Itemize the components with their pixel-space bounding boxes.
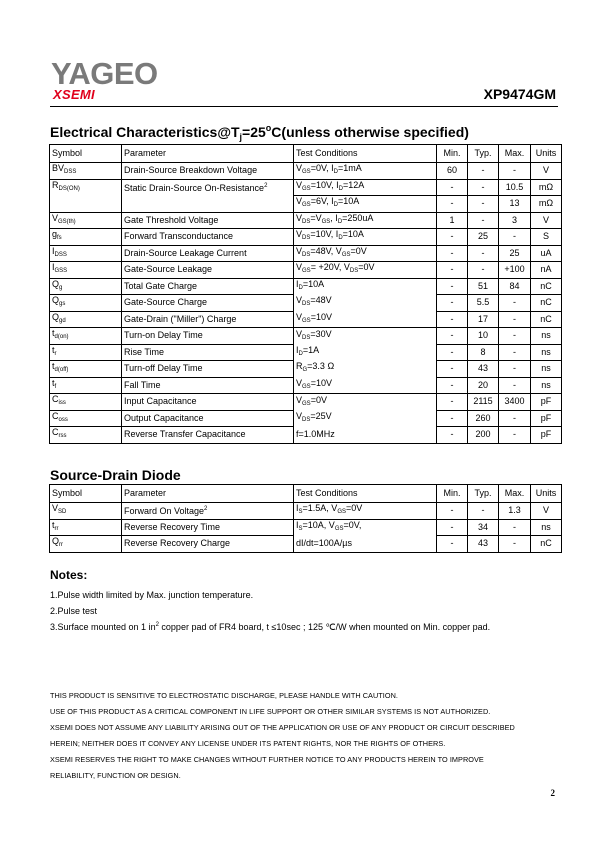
table-header-row bbox=[50, 145, 562, 163]
typ-cell: - bbox=[468, 262, 499, 279]
parameter-cell: Drain-Source Leakage Current bbox=[122, 245, 294, 262]
unit-cell: ns bbox=[531, 344, 562, 361]
condition-cell: $I_D=10A$ bbox=[294, 278, 437, 295]
typ-cell: 5.5 bbox=[468, 295, 499, 312]
condition-cell: $V_{DS}=25V$ bbox=[294, 410, 437, 427]
unit-cell: nA bbox=[531, 262, 562, 279]
electrical-characteristics-title: Electrical $Characteristics@T_j=25^oC(unless$ otherwise specified) bbox=[50, 123, 469, 142]
notes-title: Notes: bbox=[50, 568, 88, 582]
parameter-cell: Static Drain-Source On-Resistance$^2$ bbox=[122, 179, 294, 196]
table-row bbox=[50, 344, 562, 361]
min-cell: - bbox=[437, 519, 468, 536]
logo-xsemi-text: XSEMI bbox=[53, 87, 95, 102]
symbol-cell: $t_{d(on)}$ bbox=[50, 328, 122, 345]
disclaimer-line: XSEMI RESERVES THE RIGHT TO MAKE CHANGES WITHOUT FURTHER NOTICE TO ANY PRODUCTS HEREIN TO IMPROVE bbox=[50, 755, 484, 764]
parameter-cell: Gate Threshold Voltage bbox=[122, 212, 294, 229]
min-cell: - bbox=[437, 410, 468, 427]
min-cell: - bbox=[437, 503, 468, 520]
table-row bbox=[50, 179, 562, 196]
unit-cell: ns bbox=[531, 328, 562, 345]
table-row bbox=[50, 361, 562, 378]
unit-cell: V bbox=[531, 503, 562, 520]
max-cell: - bbox=[499, 410, 531, 427]
parameter-cell: Reverse Transfer Capacitance bbox=[122, 427, 294, 444]
column-header: Test Conditions bbox=[294, 145, 437, 163]
max-cell: +100 bbox=[499, 262, 531, 279]
condition-cell: $V_{GS}=10V$ bbox=[294, 311, 437, 328]
page-number: 2 bbox=[550, 788, 555, 798]
min-cell: - bbox=[437, 361, 468, 378]
disclaimer-line: XSEMI DOES NOT ASSUME ANY LIABILITY ARISING OUT OF THE APPLICATION OR USE OF ANY PRODUCT OR CIRCUIT DESCRIBED bbox=[50, 723, 515, 732]
unit-cell: ns bbox=[531, 377, 562, 394]
min-cell: - bbox=[437, 328, 468, 345]
parameter-cell: Fall Time bbox=[122, 377, 294, 394]
table-row bbox=[50, 196, 562, 213]
typ-cell: 2115 bbox=[468, 394, 499, 411]
max-cell: - bbox=[499, 361, 531, 378]
min-cell: - bbox=[437, 278, 468, 295]
condition-cell: $V_{GS}=0V$ bbox=[294, 394, 437, 411]
symbol-cell: $I_{DSS}$ bbox=[50, 245, 122, 262]
symbol-cell: $BV_{DSS}$ bbox=[50, 163, 122, 180]
max-cell: - bbox=[499, 328, 531, 345]
symbol-cell: $t_f$ bbox=[50, 377, 122, 394]
typ-cell: - bbox=[468, 196, 499, 213]
min-cell: - bbox=[437, 262, 468, 279]
condition-cell: $V_{DS}=30V$ bbox=[294, 328, 437, 345]
parameter-cell: Turn-off Delay Time bbox=[122, 361, 294, 378]
symbol-cell: $t_{d(off)}$ bbox=[50, 361, 122, 378]
min-cell: - bbox=[437, 344, 468, 361]
parameter-cell: Total Gate Charge bbox=[122, 278, 294, 295]
typ-cell: 20 bbox=[468, 377, 499, 394]
table-row bbox=[50, 163, 562, 180]
symbol-cell bbox=[50, 196, 122, 213]
condition-cell: $V_{GS}=10V$ bbox=[294, 377, 437, 394]
unit-cell: nC bbox=[531, 311, 562, 328]
table-row bbox=[50, 229, 562, 246]
max-cell: - bbox=[499, 295, 531, 312]
condition-cell: $I_D=1A$ bbox=[294, 344, 437, 361]
min-cell: - bbox=[437, 377, 468, 394]
typ-cell: - bbox=[468, 179, 499, 196]
unit-cell: V bbox=[531, 212, 562, 229]
max-cell: 1.3 bbox=[499, 503, 531, 520]
condition-cell: $V_{GS}= +20V$, $V_{DS}=0V$ bbox=[294, 262, 437, 279]
source-drain-diode-table bbox=[49, 484, 562, 553]
min-cell: - bbox=[437, 179, 468, 196]
parameter-cell: Gate-Source Leakage bbox=[122, 262, 294, 279]
table-row bbox=[50, 278, 562, 295]
parameter-cell: Gate-Source Charge bbox=[122, 295, 294, 312]
condition-cell: dI/dt=100A/µs bbox=[294, 536, 437, 553]
column-header: Parameter bbox=[122, 485, 294, 503]
parameter-cell bbox=[122, 196, 294, 213]
unit-cell: mΩ bbox=[531, 196, 562, 213]
source-drain-diode-title: Source-Drain Diode bbox=[50, 467, 181, 483]
table-row bbox=[50, 503, 562, 520]
column-header: Max. bbox=[499, 145, 531, 163]
typ-cell: - bbox=[468, 212, 499, 229]
column-header: Parameter bbox=[122, 145, 294, 163]
note-1: 1.Pulse width limited by Max. junction temperature. bbox=[50, 590, 254, 600]
column-header: Typ. bbox=[468, 485, 499, 503]
table-row bbox=[50, 295, 562, 312]
unit-cell: S bbox=[531, 229, 562, 246]
column-header: Symbol bbox=[50, 145, 122, 163]
parameter-cell: Input Capacitance bbox=[122, 394, 294, 411]
max-cell: 3 bbox=[499, 212, 531, 229]
column-header: Min. bbox=[437, 485, 468, 503]
column-header: Symbol bbox=[50, 485, 122, 503]
max-cell: - bbox=[499, 427, 531, 444]
min-cell: - bbox=[437, 311, 468, 328]
min-cell: - bbox=[437, 196, 468, 213]
unit-cell: pF bbox=[531, 427, 562, 444]
max-cell: - bbox=[499, 163, 531, 180]
typ-cell: 260 bbox=[468, 410, 499, 427]
max-cell: 10.5 bbox=[499, 179, 531, 196]
table-row bbox=[50, 427, 562, 444]
symbol-cell: $Q_{gd}$ bbox=[50, 311, 122, 328]
max-cell: - bbox=[499, 377, 531, 394]
max-cell: 25 bbox=[499, 245, 531, 262]
disclaimer-line: THIS PRODUCT IS SENSITIVE TO ELECTROSTATIC DISCHARGE, PLEASE HANDLE WITH CAUTION. bbox=[50, 691, 399, 700]
symbol-cell: $t_{rr}$ bbox=[50, 519, 122, 536]
min-cell: - bbox=[437, 245, 468, 262]
parameter-cell: Gate-Drain ("Miller") Charge bbox=[122, 311, 294, 328]
parameter-cell: Output Capacitance bbox=[122, 410, 294, 427]
typ-cell: - bbox=[468, 163, 499, 180]
table-row bbox=[50, 536, 562, 553]
parameter-cell: Reverse Recovery Charge bbox=[122, 536, 294, 553]
note-3: 3.Surface mounted on 1 $in^2$ copper pad of FR4 board, t ≤10sec ; 125 ℃/W when mounted on Min. copper pad. bbox=[50, 622, 491, 632]
typ-cell: - bbox=[468, 245, 499, 262]
table-row bbox=[50, 262, 562, 279]
unit-cell: ns bbox=[531, 519, 562, 536]
unit-cell: nC bbox=[531, 278, 562, 295]
table-row bbox=[50, 410, 562, 427]
table-header-row bbox=[50, 485, 562, 503]
symbol-cell: $I_{GSS}$ bbox=[50, 262, 122, 279]
condition-cell: $V_{DS}=10V$, $I_D=10A$ bbox=[294, 229, 437, 246]
min-cell: - bbox=[437, 536, 468, 553]
max-cell: - bbox=[499, 344, 531, 361]
table-row bbox=[50, 519, 562, 536]
max-cell: - bbox=[499, 519, 531, 536]
condition-cell: $R_G=3.3$ Ω bbox=[294, 361, 437, 378]
typ-cell: 43 bbox=[468, 536, 499, 553]
unit-cell: mΩ bbox=[531, 179, 562, 196]
column-header: Max. bbox=[499, 485, 531, 503]
condition-cell: $I_S=1.5A$, $V_{GS}=0V$ bbox=[294, 503, 437, 520]
parameter-cell: Forward Transconductance bbox=[122, 229, 294, 246]
column-header: Units bbox=[531, 145, 562, 163]
symbol-cell: $C_{oss}$ bbox=[50, 410, 122, 427]
disclaimer-line: USE OF THIS PRODUCT AS A CRITICAL COMPONENT IN LIFE SUPPORT OR OTHER SIMILAR SYSTEMS IS NOT AUTHORIZED. bbox=[50, 707, 491, 716]
typ-cell: 51 bbox=[468, 278, 499, 295]
table-row bbox=[50, 311, 562, 328]
parameter-cell: Turn-on Delay Time bbox=[122, 328, 294, 345]
table-row bbox=[50, 394, 562, 411]
condition-cell: $V_{GS}=0V$, $I_D=1mA$ bbox=[294, 163, 437, 180]
max-cell: - bbox=[499, 536, 531, 553]
column-header: Min. bbox=[437, 145, 468, 163]
note-2: 2.Pulse test bbox=[50, 606, 98, 616]
min-cell: 1 bbox=[437, 212, 468, 229]
condition-cell: f=1.0MHz bbox=[294, 427, 437, 444]
typ-cell: 200 bbox=[468, 427, 499, 444]
typ-cell: - bbox=[468, 503, 499, 520]
table-row bbox=[50, 377, 562, 394]
column-header: Test Conditions bbox=[294, 485, 437, 503]
symbol-cell: $Q_g$ bbox=[50, 278, 122, 295]
electrical-characteristics-table bbox=[49, 144, 562, 444]
symbol-cell: $C_{iss}$ bbox=[50, 394, 122, 411]
part-number: XP9474GM bbox=[483, 86, 556, 102]
min-cell: - bbox=[437, 394, 468, 411]
max-cell: 13 bbox=[499, 196, 531, 213]
symbol-cell: $V_{SD}$ bbox=[50, 503, 122, 520]
condition-cell: $V_{DS}=48V$, $V_{GS}=0V$ bbox=[294, 245, 437, 262]
condition-cell: $V_{DS}=V_{GS}$, $I_D=250uA$ bbox=[294, 212, 437, 229]
disclaimer-line: RELIABILITY, FUNCTION OR DESIGN. bbox=[50, 771, 181, 780]
unit-cell: ns bbox=[531, 361, 562, 378]
condition-cell: $V_{GS}=10V$, $I_D=12A$ bbox=[294, 179, 437, 196]
parameter-cell: Rise Time bbox=[122, 344, 294, 361]
max-cell: 3400 bbox=[499, 394, 531, 411]
typ-cell: 10 bbox=[468, 328, 499, 345]
symbol-cell: $R_{DS(ON)}$ bbox=[50, 179, 122, 196]
column-header: Typ. bbox=[468, 145, 499, 163]
header-divider bbox=[50, 106, 558, 107]
typ-cell: 25 bbox=[468, 229, 499, 246]
disclaimer-line: HEREIN; NEITHER DOES IT CONVEY ANY LICENSE UNDER ITS PATENT RIGHTS, NOR THE RIGHTS OF OTHERS. bbox=[50, 739, 446, 748]
symbol-cell: $Q_{rr}$ bbox=[50, 536, 122, 553]
typ-cell: 34 bbox=[468, 519, 499, 536]
typ-cell: 43 bbox=[468, 361, 499, 378]
table-row bbox=[50, 212, 562, 229]
unit-cell: V bbox=[531, 163, 562, 180]
parameter-cell: Forward On Voltage$^2$ bbox=[122, 503, 294, 520]
unit-cell: pF bbox=[531, 394, 562, 411]
min-cell: - bbox=[437, 229, 468, 246]
condition-cell: $V_{GS}=6V$, $I_D=10A$ bbox=[294, 196, 437, 213]
max-cell: - bbox=[499, 311, 531, 328]
yageo-xsemi-logo bbox=[51, 56, 158, 102]
condition-cell: $I_S=10A$, $V_{GS}=0V$, bbox=[294, 519, 437, 536]
parameter-cell: Reverse Recovery Time bbox=[122, 519, 294, 536]
symbol-cell: $t_r$ bbox=[50, 344, 122, 361]
min-cell: 60 bbox=[437, 163, 468, 180]
table-row bbox=[50, 328, 562, 345]
typ-cell: 17 bbox=[468, 311, 499, 328]
condition-cell: $V_{DS}=48V$ bbox=[294, 295, 437, 312]
symbol-cell: $V_{GS(th)}$ bbox=[50, 212, 122, 229]
max-cell: 84 bbox=[499, 278, 531, 295]
symbol-cell: $g_{fs}$ bbox=[50, 229, 122, 246]
unit-cell: nC bbox=[531, 295, 562, 312]
max-cell: - bbox=[499, 229, 531, 246]
min-cell: - bbox=[437, 427, 468, 444]
column-header: Units bbox=[531, 485, 562, 503]
unit-cell: uA bbox=[531, 245, 562, 262]
table-row bbox=[50, 245, 562, 262]
min-cell: - bbox=[437, 295, 468, 312]
logo-yageo-text: YAGEO bbox=[51, 56, 158, 91]
symbol-cell: $C_{rss}$ bbox=[50, 427, 122, 444]
unit-cell: pF bbox=[531, 410, 562, 427]
typ-cell: 8 bbox=[468, 344, 499, 361]
unit-cell: nC bbox=[531, 536, 562, 553]
parameter-cell: Drain-Source Breakdown Voltage bbox=[122, 163, 294, 180]
symbol-cell: $Q_{gs}$ bbox=[50, 295, 122, 312]
